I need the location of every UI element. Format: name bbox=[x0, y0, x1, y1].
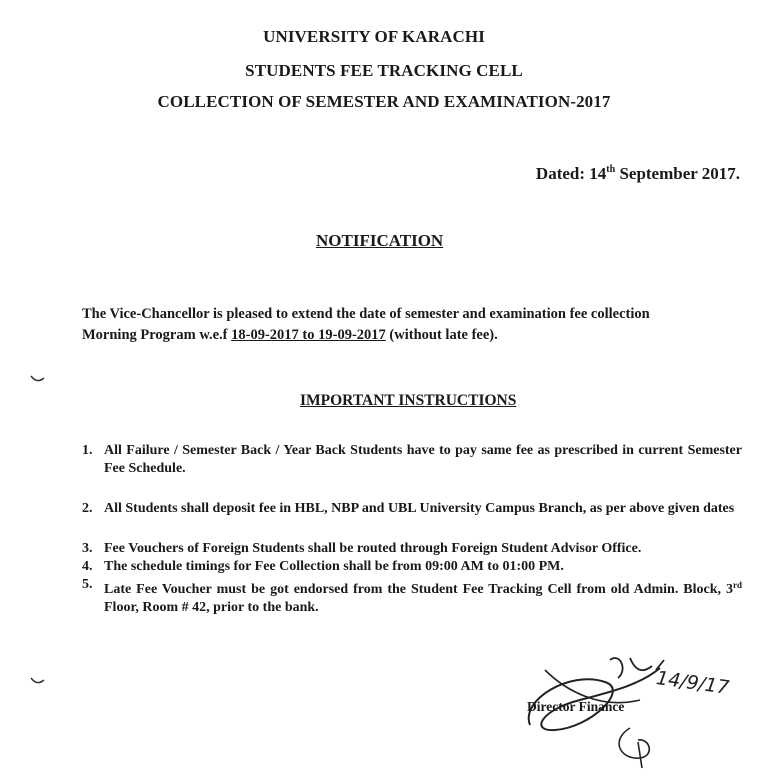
date-line bbox=[536, 164, 740, 184]
collection-title: COLLECTION OF SEMESTER AND EXAMINATION-2017 bbox=[157, 92, 611, 111]
director-designation: Director Finance bbox=[527, 699, 625, 714]
handwritten-date: 14/9/17 bbox=[654, 667, 731, 699]
university-name: UNIVERSITY OF KARACHI bbox=[263, 27, 485, 46]
instruction-item-1 bbox=[82, 442, 742, 478]
instruction-text-b: Floor, Room # 42, prior to the bank. bbox=[104, 600, 319, 615]
floor-ordinal: rd bbox=[733, 580, 742, 590]
notice-line-2-prefix: Morning Program w.e.f bbox=[82, 327, 232, 343]
instruction-text: All Failure / Semester Back / Year Back Students have to pay same fee as prescribed in current Semester Fee Schedule. bbox=[104, 443, 742, 476]
instruction-number: 5. bbox=[82, 577, 93, 592]
date-prefix: Dated: 14 bbox=[535, 164, 607, 183]
instruction-number: 4. bbox=[82, 559, 93, 574]
date-ordinal: th bbox=[606, 164, 616, 175]
instructions-heading: IMPORTANT INSTRUCTIONS bbox=[300, 392, 517, 409]
date-rest: September 2017. bbox=[615, 164, 740, 183]
instruction-item-4 bbox=[82, 558, 742, 576]
instruction-number: 1. bbox=[82, 443, 93, 458]
instruction-item-2 bbox=[82, 500, 742, 518]
instruction-text bbox=[104, 576, 742, 617]
instruction-text-a: Late Fee Voucher must be got endorsed from the Student Fee Tracking Cell from old Admin. Block, 3 bbox=[104, 582, 733, 597]
cell-name: STUDENTS FEE TRACKING CELL bbox=[245, 61, 523, 80]
instruction-text: All Students shall deposit fee in HBL, NBP and UBL University Campus Branch, as per above given dates bbox=[104, 501, 735, 516]
instruction-text: The schedule timings for Fee Collection shall be from 09:00 AM to 01:00 PM. bbox=[104, 559, 564, 574]
instruction-text: Fee Vouchers of Foreign Students shall be routed through Foreign Student Advisor Office. bbox=[104, 541, 642, 556]
instruction-item-5 bbox=[82, 576, 742, 617]
notice-line-1: The Vice-Chancellor is pleased to extend the date of semester and examination fee collection bbox=[82, 306, 650, 322]
instruction-item-3 bbox=[82, 540, 742, 558]
scan-mark bbox=[30, 374, 46, 384]
instruction-number: 3. bbox=[82, 541, 93, 556]
scan-mark bbox=[30, 676, 46, 686]
notice-line-2-suffix: (without late fee). bbox=[385, 327, 498, 343]
notification-heading: NOTIFICATION bbox=[316, 231, 444, 250]
notice-date-range: 18-09-2017 to 19-09-2017 bbox=[231, 327, 386, 343]
instruction-number: 2. bbox=[82, 501, 93, 516]
notice-paragraph bbox=[82, 304, 722, 346]
notice-line-2 bbox=[82, 325, 722, 346]
